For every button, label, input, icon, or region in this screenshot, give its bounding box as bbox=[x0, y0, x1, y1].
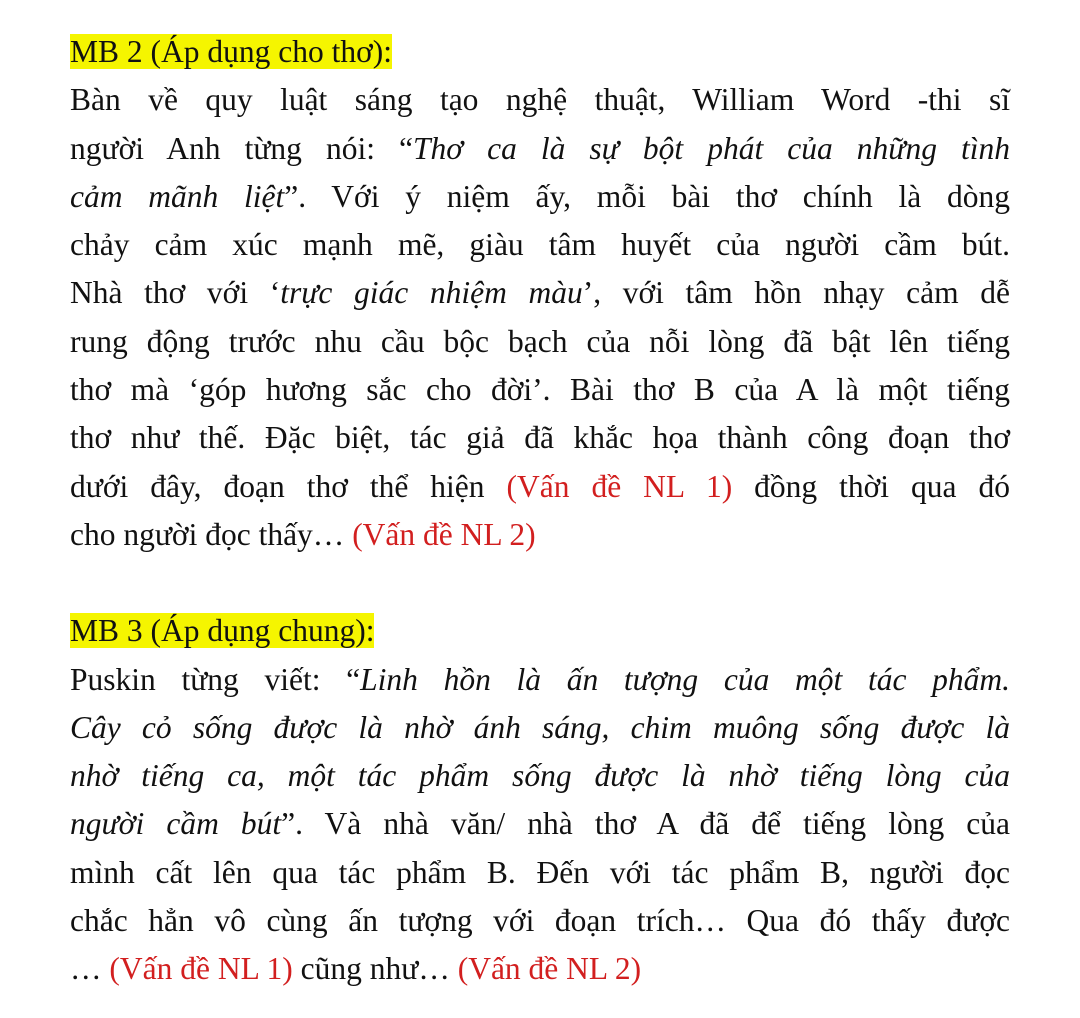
placeholder-issue-1: (Vấn đề NL 1) bbox=[506, 468, 733, 504]
text-run: cũng như… bbox=[292, 951, 458, 987]
text-line bbox=[70, 849, 1010, 897]
text-line bbox=[70, 269, 1010, 317]
text-run: Puskin từng viết: “ bbox=[70, 661, 361, 697]
text-run: Bàn về quy luật sáng tạo nghệ thuật, William Word -thi sĩ bbox=[70, 82, 1010, 118]
text-line bbox=[70, 414, 1010, 462]
text-run: ”. Và nhà văn/ nhà thơ A đã để tiếng lòng của bbox=[281, 806, 1010, 842]
text-line bbox=[70, 800, 1010, 848]
text-run: … bbox=[70, 951, 110, 987]
placeholder-issue-1: (Vấn đề NL 1) bbox=[109, 951, 293, 987]
text-run: mình cất lên qua tác phẩm B. Đến với tác phẩm B, người đọc bbox=[70, 854, 1010, 890]
text-line bbox=[70, 511, 1010, 559]
section-heading bbox=[70, 28, 1010, 76]
text-run: chảy cảm xúc mạnh mẽ, giàu tâm huyết của người cầm bút. bbox=[70, 227, 1010, 263]
text-line bbox=[70, 76, 1010, 124]
text-run: cho người đọc thấy… bbox=[70, 516, 353, 552]
italic-quote: cảm mãnh liệt bbox=[70, 178, 285, 214]
text-line bbox=[70, 221, 1010, 269]
text-line bbox=[70, 704, 1010, 752]
paragraph-mb3 bbox=[70, 656, 1010, 994]
italic-quote: Linh hồn là ấn tượng của một tác phẩm. bbox=[360, 661, 1010, 697]
placeholder-issue-2: (Vấn đề NL 2) bbox=[352, 516, 536, 552]
text-run: đồng thời qua đó bbox=[732, 468, 1010, 504]
text-run: người Anh từng nói: “ bbox=[70, 130, 413, 166]
section-mb3 bbox=[70, 607, 1010, 993]
heading-mb2: MB 2 (Áp dụng cho thơ): bbox=[70, 34, 393, 69]
text-line bbox=[70, 945, 1010, 993]
text-line bbox=[70, 752, 1010, 800]
italic-quote: Thơ ca là sự bột phát của những tình bbox=[412, 130, 1010, 166]
text-line bbox=[70, 897, 1010, 945]
text-run: ”. Với ý niệm ấy, mỗi bài thơ chính là dòng bbox=[284, 178, 1010, 214]
text-line bbox=[70, 366, 1010, 414]
italic-quote: trực giác nhiệm màu bbox=[280, 275, 583, 311]
heading-mb3: MB 3 (Áp dụng chung): bbox=[70, 613, 375, 649]
text-run: chắc hẳn vô cùng ấn tượng với đoạn trích… Qua đó thấy được bbox=[70, 903, 1010, 939]
text-run: ’, với tâm hồn nhạy cảm dễ bbox=[582, 275, 1010, 311]
section-mb2 bbox=[70, 28, 1010, 559]
text-run: thơ mà ‘góp hương sắc cho đời’. Bài thơ B của A là một tiếng bbox=[70, 372, 1010, 408]
italic-quote: nhờ tiếng ca, một tác phẩm sống được là nhờ tiếng lòng của bbox=[70, 758, 1010, 794]
placeholder-issue-2: (Vấn đề NL 2) bbox=[457, 951, 642, 987]
italic-quote: người cầm bút bbox=[70, 806, 282, 842]
italic-quote: Cây cỏ sống được là nhờ ánh sáng, chim muông sống được là bbox=[70, 709, 1010, 745]
text-line bbox=[70, 318, 1010, 366]
text-run: Nhà thơ với ‘ bbox=[70, 275, 281, 311]
text-line bbox=[70, 463, 1010, 511]
text-line bbox=[70, 125, 1010, 173]
text-run: thơ như thế. Đặc biệt, tác giả đã khắc họa thành công đoạn thơ bbox=[70, 420, 1010, 456]
section-heading bbox=[70, 607, 1010, 655]
text-run: rung động trước nhu cầu bộc bạch của nỗi lòng đã bật lên tiếng bbox=[70, 323, 1010, 359]
text-line bbox=[70, 173, 1010, 221]
text-run: dưới đây, đoạn thơ thể hiện bbox=[70, 468, 507, 504]
text-line bbox=[70, 656, 1010, 704]
paragraph-mb2 bbox=[70, 76, 1010, 559]
